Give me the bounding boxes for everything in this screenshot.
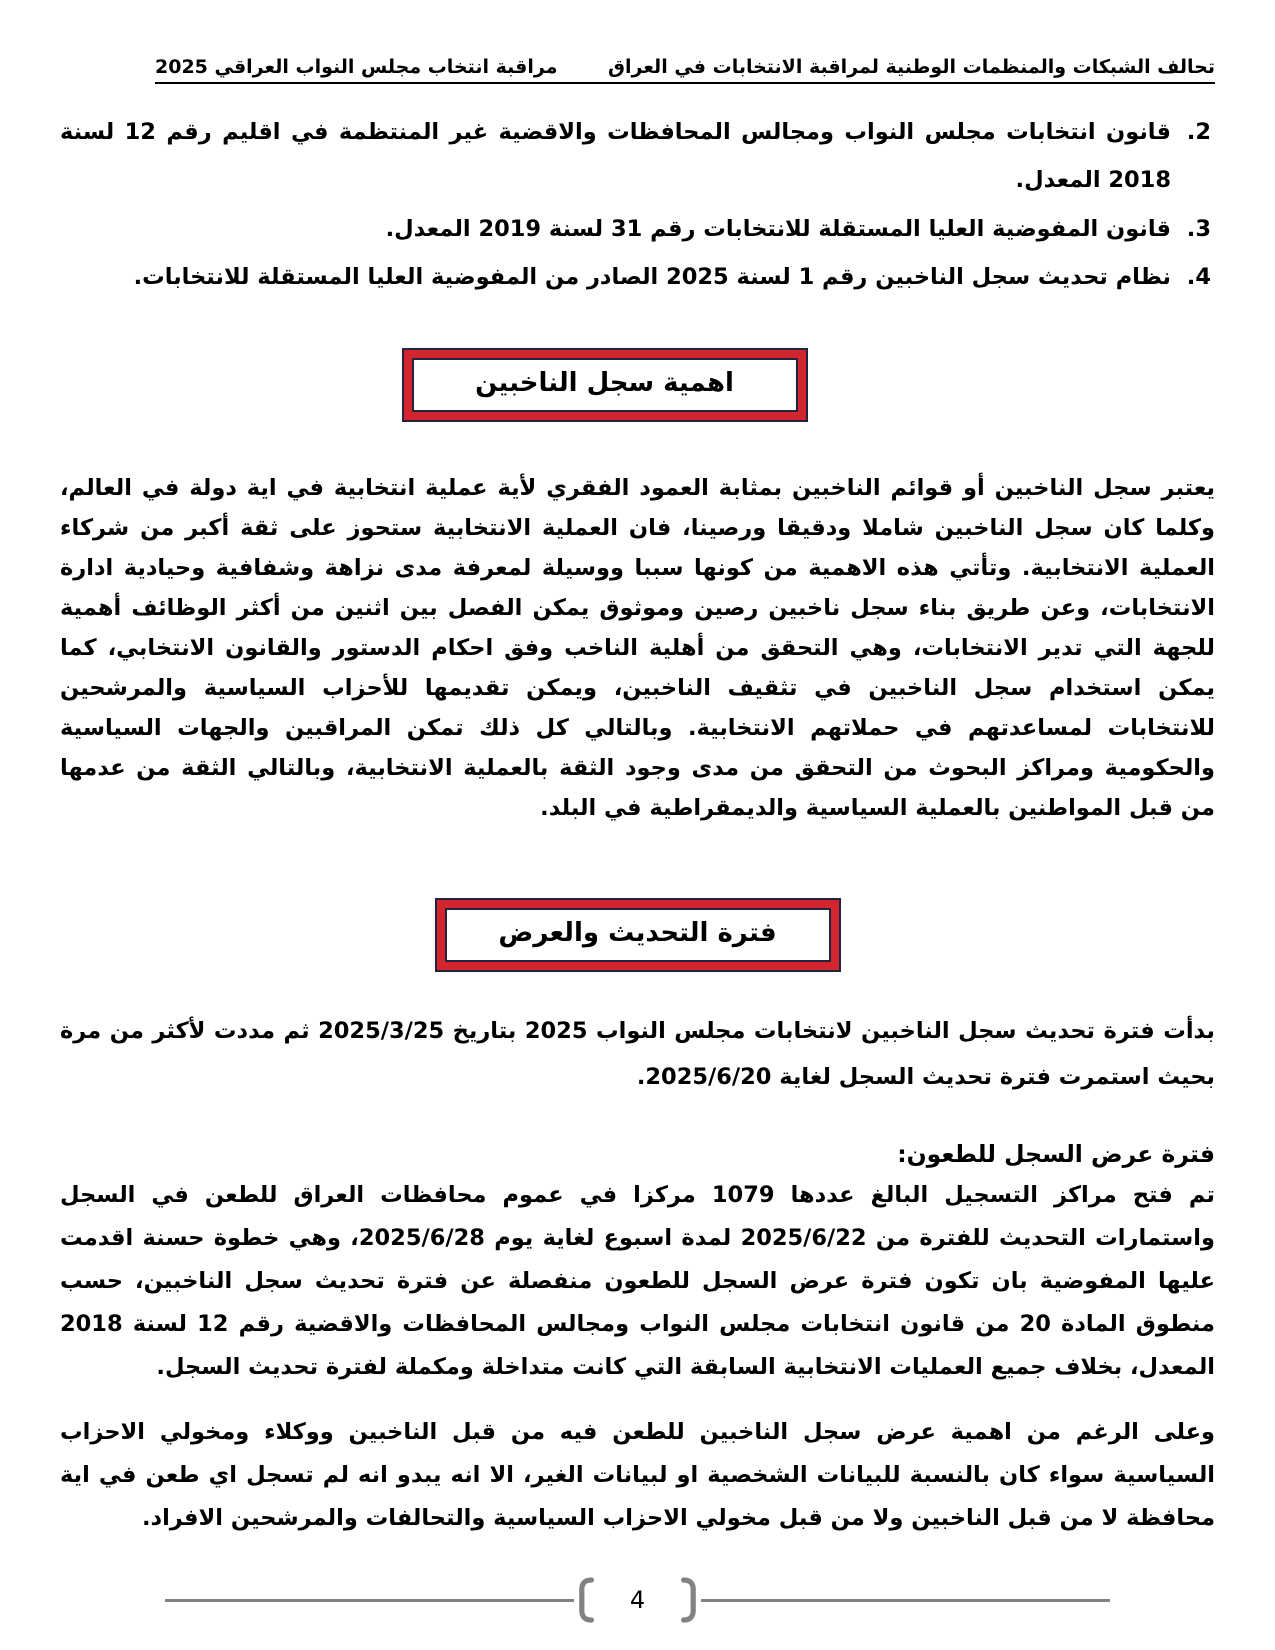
section-title-box-importance <box>402 348 808 422</box>
list-item <box>60 205 1215 253</box>
list-item-number: 4. <box>1186 264 1211 291</box>
list-item <box>60 108 1215 205</box>
right-bracket-icon <box>679 1576 701 1624</box>
paragraph-importance: يعتبر سجل الناخبين أو قوائم الناخبين بمثابة العمود الفقري لأية عملية انتخابية في اية دولة في العالم، وكلما كان سجل الناخبين شاملا ودقيقا ورصينا، فان العملية الانتخابية ستحوز على ثقة أكبر من شركاء العملية الانتخابية. وتأتي هذه الاهمية من كونها سببا ووسيلة لمعرفة مدى نزاهة وشفافية وحيادية ادارة الانتخابات، وعن طريق بناء سجل ناخبين رصين وموثوق يمكن الفصل بين اثنين من أكثر الوظائف أهمية للجهة التي تدير الانتخابات، وهي التحقق من أهلية الناخب وفق احكام الدستور والقانون الانتخابي، كما يمكن استخدام سجل الناخبين في تثقيف الناخبين، ويمكن تقديمها للأحزاب السياسية والمرشحين للانتخابات لمساعدتهم في حملاتهم الانتخابية. وبالتالي كل ذلك تمكن المراقبين والجهات السياسية والحكومية ومراكز البحوث من التحقق من مدى وجود الثقة بالعملية الانتخابية، وبالتالي الثقة من عدمها من قبل المواطنين بالعملية السياسية والديمقراطية في البلد. <box>60 474 1215 821</box>
footer-rule-right <box>701 1599 1110 1602</box>
header-coalition-title: تحالف الشبكات والمنظمات الوطنية لمراقبة الانتخابات في العراق <box>608 56 1215 78</box>
header-report-title: مراقبة انتخاب مجلس النواب العراقي 2025 <box>155 56 558 78</box>
left-bracket-icon <box>574 1576 596 1624</box>
list-item-text: قانون المفوضية العليا المستقلة للانتخابات رقم 31 لسنة 2019 المعدل. <box>385 215 1171 242</box>
paragraph-appeals-2: وعلى الرغم من اهمية عرض سجل الناخبين للطعن فيه من قبل الناخبين ووكلاء ومخولي الاحزاب السياسية سواء كان بالنسبة للبيانات الشخصية او لبيانات الغير، الا انه يبدو انه لم تسجل اي طعن في اية محافظة لا من قبل الناخبين ولا من قبل مخولي الاحزاب السياسية والتحالفات والمرشحين الافراد. <box>60 1419 1215 1531</box>
section-title-update-period: فترة التحديث والعرض <box>445 908 831 962</box>
list-item <box>60 253 1215 301</box>
legal-references-list <box>60 108 1215 302</box>
footer-rule-left <box>165 1599 574 1602</box>
list-item-number: 2. <box>1186 119 1211 145</box>
page-footer <box>165 1576 1110 1624</box>
section-title-box-update-period <box>435 898 841 972</box>
list-item-number: 3. <box>1186 215 1211 242</box>
list-item-text: نظام تحديث سجل الناخبين رقم 1 لسنة 2025 الصادر من المفوضية العليا المستقلة للانتخابات. <box>133 264 1171 291</box>
list-item-text: قانون انتخابات مجلس النواب ومجالس المحافظات والاقضية غير المنتظمة في اقليم رقم 12 لسنة 2018 المعدل. <box>60 119 1171 194</box>
paragraph-appeals-1: تم فتح مراكز التسجيل البالغ عددها 1079 مركزا في عموم محافظات العراق للطعن في السجل واستمارات التحديث للفترة من 2025/6/22 لمدة اسبوع لغاية يوم 2025/6/28، وهي خطوة حسنة اقدمت عليها المفوضية بان تكون فترة عرض السجل للطعون منفصلة عن فترة تحديث سجل الناخبين، حسب منطوق المادة 20 من قانون انتخابات مجلس النواب ومجالس المحافظات والاقضية رقم 12 لسنة 2018 المعدل، بخلاف جميع العمليات الانتخابية السابقة التي كانت متداخلة ومكملة لفترة تحديث السجل. <box>60 1181 1215 1380</box>
page-number: 4 <box>629 1586 646 1614</box>
subsection-heading-appeals: فترة عرض السجل للطعون: <box>897 1139 1215 1168</box>
section-title-importance: اهمية سجل الناخبين <box>412 358 798 412</box>
page-header <box>155 56 1215 84</box>
paragraph-update-period: بدأت فترة تحديث سجل الناخبين لانتخابات مجلس النواب 2025 بتاريخ 2025/3/25 ثم مددت لأكثر من مرة بحيث استمرت فترة تحديث السجل لغاية 2025/6/20. <box>60 1017 1215 1090</box>
